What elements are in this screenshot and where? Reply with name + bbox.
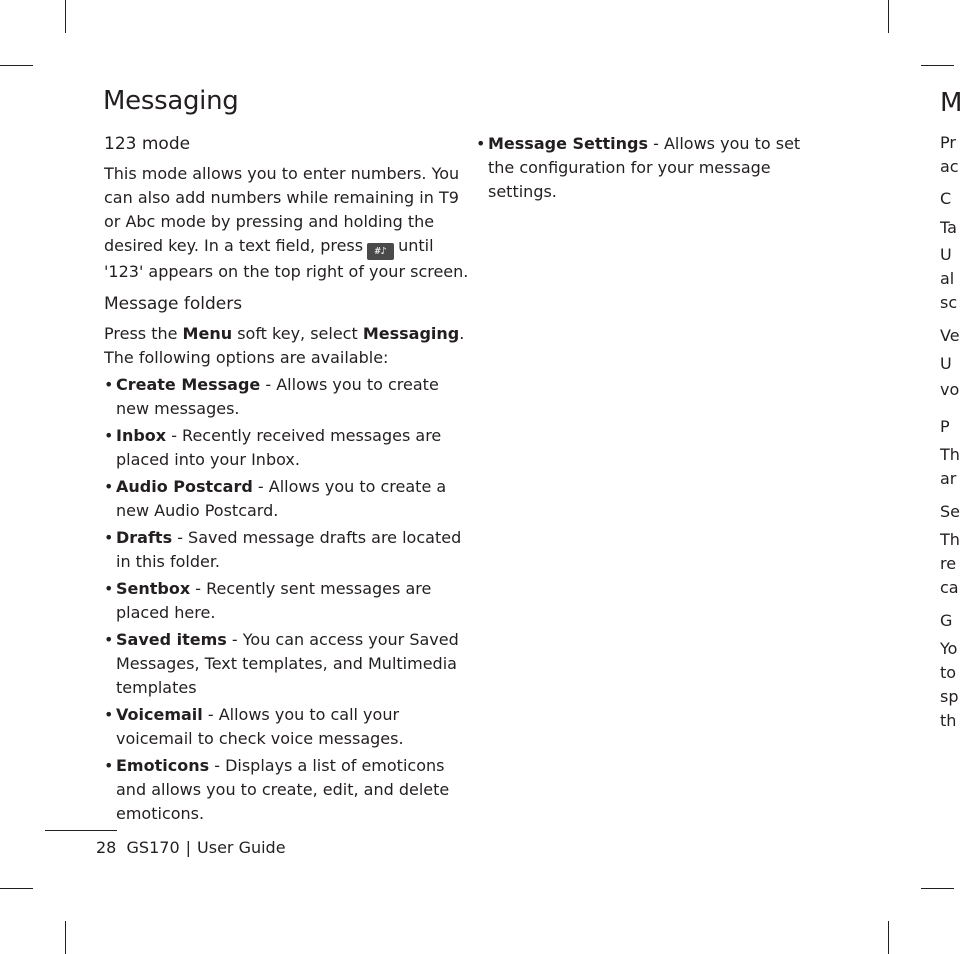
crop-mark [888,921,889,954]
left-column [104,132,469,829]
section-heading-123-mode: 123 mode [104,134,191,154]
edge-text: C [940,189,952,208]
edge-text: vo [940,380,960,399]
edge-text: G [940,611,953,630]
list-item-desc: - You can access your Saved Messages, Text templates, and Multimedia templates [116,630,459,697]
list-item-term: Emoticons [116,756,210,775]
edge-text: U [940,245,952,264]
edge-text: U [940,354,952,373]
bullet: • [104,756,114,775]
list-item [104,526,469,574]
bullet: • [104,528,114,547]
footer [96,836,286,860]
list-item [104,577,469,625]
edge-text: ac [940,157,959,176]
edge-text: Se [940,502,960,521]
edge-text: P [940,417,950,436]
intro-line2: The following options are available: [104,348,389,367]
footer-separator: | [185,838,192,857]
guide-label: User Guide [197,838,286,857]
list-item-term: Saved items [116,630,227,649]
list-item-desc: - Allows you to create new messages. [116,375,439,418]
footer-rule [45,830,117,831]
list-item-desc: - Allows you to set the configuration for your message settings. [488,134,801,201]
bullet: • [104,375,114,394]
crop-mark [65,921,66,954]
list-item-desc: - Allows you to call your voicemail to check voice messages. [116,705,404,748]
bullet: • [104,426,114,445]
edge-text: to [940,663,957,682]
settings-list [476,132,811,204]
list-item-term: Sentbox [116,579,191,598]
model-name: GS170 [126,838,180,857]
bullet: • [104,579,114,598]
list-item [104,628,469,700]
text-before-key: This mode allows you to enter numbers. You can also add numbers while remaining in T9 or Abc mode by pressing and holding the desired key. In a text field, press [104,164,460,255]
list-item-term: Voicemail [116,705,203,724]
bullet: • [104,705,114,724]
bullet: • [104,477,114,496]
edge-text: Ve [940,326,960,345]
list-item [104,754,469,826]
intro-messaging-term: Messaging [362,324,460,343]
edge-text: M [940,88,962,118]
edge-text: Yo [940,639,958,658]
crop-mark [0,65,33,66]
edge-text: sp [940,687,959,706]
edge-text: al [940,269,955,288]
list-item-term: Inbox [116,426,167,445]
bullet: • [104,630,114,649]
crop-mark [65,0,66,33]
hash-key-icon: #♪ [367,243,394,260]
edge-text: ar [940,469,957,488]
page-title: Messaging [103,86,239,116]
list-item-desc: - Saved message drafts are located in this folder. [116,528,462,571]
right-column [476,132,811,207]
edge-text: Ta [940,218,957,237]
edge-text: sc [940,293,958,312]
edge-text: Pr [940,133,956,152]
intro-text: Press the [104,324,183,343]
list-item-desc: - Recently sent messages are placed here. [116,579,432,622]
intro-menu-term: Menu [182,324,233,343]
list-item-term: Audio Postcard [116,477,253,496]
section-heading-message-folders: Message folders [104,294,243,314]
list-item-term: Message Settings [488,134,649,153]
list-item-desc: - Recently received messages are placed into your Inbox. [116,426,442,469]
page-number: 28 [96,838,117,857]
intro-text: soft key, select [232,324,363,343]
list-item [104,475,469,523]
list-item [104,703,469,751]
edge-text: Th [940,530,960,549]
edge-text: Th [940,445,960,464]
list-item [104,424,469,472]
list-item-term: Create Message [116,375,261,394]
edge-text: ca [940,578,959,597]
crop-mark [888,0,889,33]
list-item-desc: - Allows you to create a new Audio Postcard. [116,477,447,520]
list-item-term: Drafts [116,528,173,547]
section-intro [104,322,469,370]
crop-mark [0,888,33,889]
list-item-desc: - Displays a list of emoticons and allows you to create, edit, and delete emoticons. [116,756,450,823]
list-item [104,373,469,421]
text-after-key: until '123' appears on the top right of your screen. [104,236,469,281]
section-text-123-mode [104,162,469,284]
bullet: • [476,134,486,153]
intro-text: . [459,324,465,343]
edge-text: re [940,554,957,573]
next-page-edge [940,0,962,954]
edge-text: th [940,711,957,730]
folder-list [104,373,469,826]
list-item [476,132,811,204]
